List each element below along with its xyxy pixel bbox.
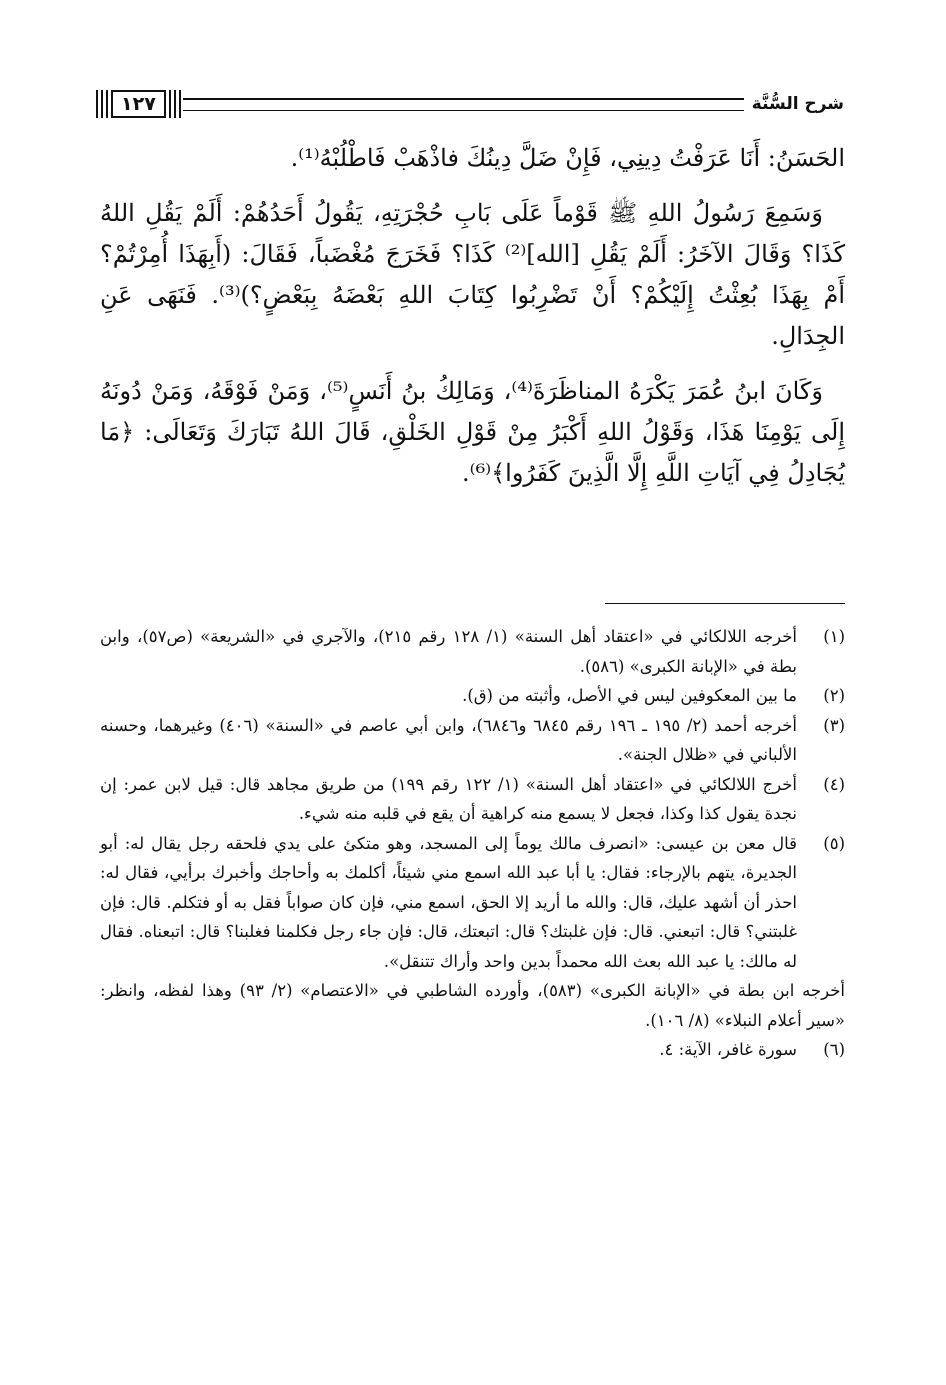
page-number: ١٢٧: [111, 90, 166, 118]
rule-lines: [183, 98, 744, 111]
footnote-3: [100, 711, 845, 770]
footnote-text: قال معن بن عيسى: «انصرف مالك يوماً إلى المسجد، وهو متكئ على يدي فلحقه رجل يقال له: أبو الجديرة، يتهم بالإرجاء: فقال: يا أبا عبد الله اسمع مني شيئاً، أكلمك به وأحاجك وأخبرك برأيي، فقال له: احذر أن أشهد عليك، قال: والله ما أريد إلا الحق، اسمع مني، فإن كان صواباً فقل به أو فتكلم. قال: فإن غلبتني؟ قال: اتبعني. قال: فإن غلبتك؟ قال: اتبعتك، قال: فإن جاء رجل فكلمنا فغلبنا؟ قال: اتبعناه. فقال له مالك: يا عبد الله بعث الله محمداً بدين واحد وأراك تتنقل».: [100, 833, 797, 971]
footnote-number: (٣): [823, 715, 845, 735]
footnote-separator: [605, 603, 845, 604]
rule-bars-left: [96, 90, 108, 118]
main-text: [100, 138, 845, 508]
page-header: [96, 82, 844, 126]
header-rule: [96, 89, 744, 119]
footnote-5-continuation: أخرجه ابن بطة في «الإبانة الكبرى» (٥٨٣)، وأورده الشاطبي في «الاعتصام» (٢/ ٩٣) وهذا لفظه، وانظر: «سير أعلام النبلاء» (٨/ ١٠٦).: [100, 981, 846, 1030]
paragraph-3: وَكَانَ ابنُ عُمَرَ يَكْرَهُ المناظَرَةَ⁽⁴⁾، وَمَالِكُ بنُ أَنَسٍ⁽⁵⁾، وَمَنْ فَوْقَهُ، وَمَنْ دُونَهُ إِلَى يَوْمِنَا هَذَا، وَقَوْلُ اللهِ أَكْبَرُ مِنْ قَوْلِ الخَلْقِ، قَالَ اللهُ تَبَارَكَ وَتَعَالَى: ﴿مَا يُجَادِلُ فِي آيَاتِ اللَّهِ إِلَّا الَّذِينَ كَفَرُوا﴾⁽⁶⁾.: [100, 377, 845, 487]
footnote-number: (١): [823, 627, 845, 646]
footnotes: [100, 622, 845, 1065]
paragraph-1: الحَسَنُ: أَنَا عَرَفْتُ دِينِي، فَإِنْ ضَلَّ دِينُكَ فاذْهَبْ فَاطْلُبْهُ⁽¹⁾.: [290, 144, 845, 172]
footnote-1: [100, 622, 845, 681]
paragraph-2: وَسَمِعَ رَسُولُ اللهِ ﷺ قَوْماً عَلَى بَابِ حُجْرَتِهِ، يَقُولُ أَحَدُهُمْ: أَلَمْ يَقُلِ اللهُ كَذَا؟ وَقَالَ الآخَرُ: أَلَمْ يَقُلِ [الله]⁽²⁾ كَذَا؟ فَخَرَجَ مُغْضَباً، فَقَالَ: (أَبِهَذَا أُمِرْتُمْ؟ أَمْ بِهَذَا بُعِثْتُ إِلَيْكُمْ؟ أَنْ تَضْرِبُوا كِتَابَ اللهِ بَعْضَهُ بِبَعْضٍ؟)⁽³⁾. فَنَهَى عَنِ الجِدَالِ.: [100, 199, 845, 350]
footnote-number: (٦): [823, 1040, 845, 1059]
footnote-4: [100, 770, 845, 829]
footnote-5: [100, 829, 845, 977]
footnote-2: [100, 681, 845, 711]
footnote-number: (٤): [823, 774, 845, 794]
footnote-text: أخرجه أحمد (٢/ ١٩٥ ـ ١٩٦ رقم ٦٨٤٥ و٦٨٤٦)، وابن أبي عاصم في «السنة» (٤٠٦) وغيرهما، وحسنه الألباني في «ظلال الجنة».: [100, 715, 797, 764]
running-title: شرح السُّنَّة: [751, 94, 844, 114]
footnote-text: أخرجه اللالكائي في «اعتقاد أهل السنة» (١/ ١٢٨ رقم ٢١٥)، والآجري في «الشريعة» (ص٥٧)، وابن بطة في «الإبانة الكبرى» (٥٨٦).: [100, 627, 797, 676]
footnote-number: (٢): [823, 686, 845, 705]
footnote-text: ما بين المعكوفين ليس في الأصل، وأثبته من (ق).: [462, 686, 797, 705]
footnote-text: سورة غافر، الآية: ٤.: [659, 1040, 797, 1059]
footnote-text: أخرج اللالكائي في «اعتقاد أهل السنة» (١/ ١٢٢ رقم ١٩٩) من طريق مجاهد قال: قيل لابن عمر: إن نجدة يقول كذا وكذا، فجعل لا يسمع منه كراهية أن يقع في قلبه منه شيء.: [100, 774, 797, 823]
footnote-number: (٥): [823, 833, 845, 853]
footnote-6: [100, 1035, 845, 1065]
rule-bars-right: [169, 90, 181, 118]
